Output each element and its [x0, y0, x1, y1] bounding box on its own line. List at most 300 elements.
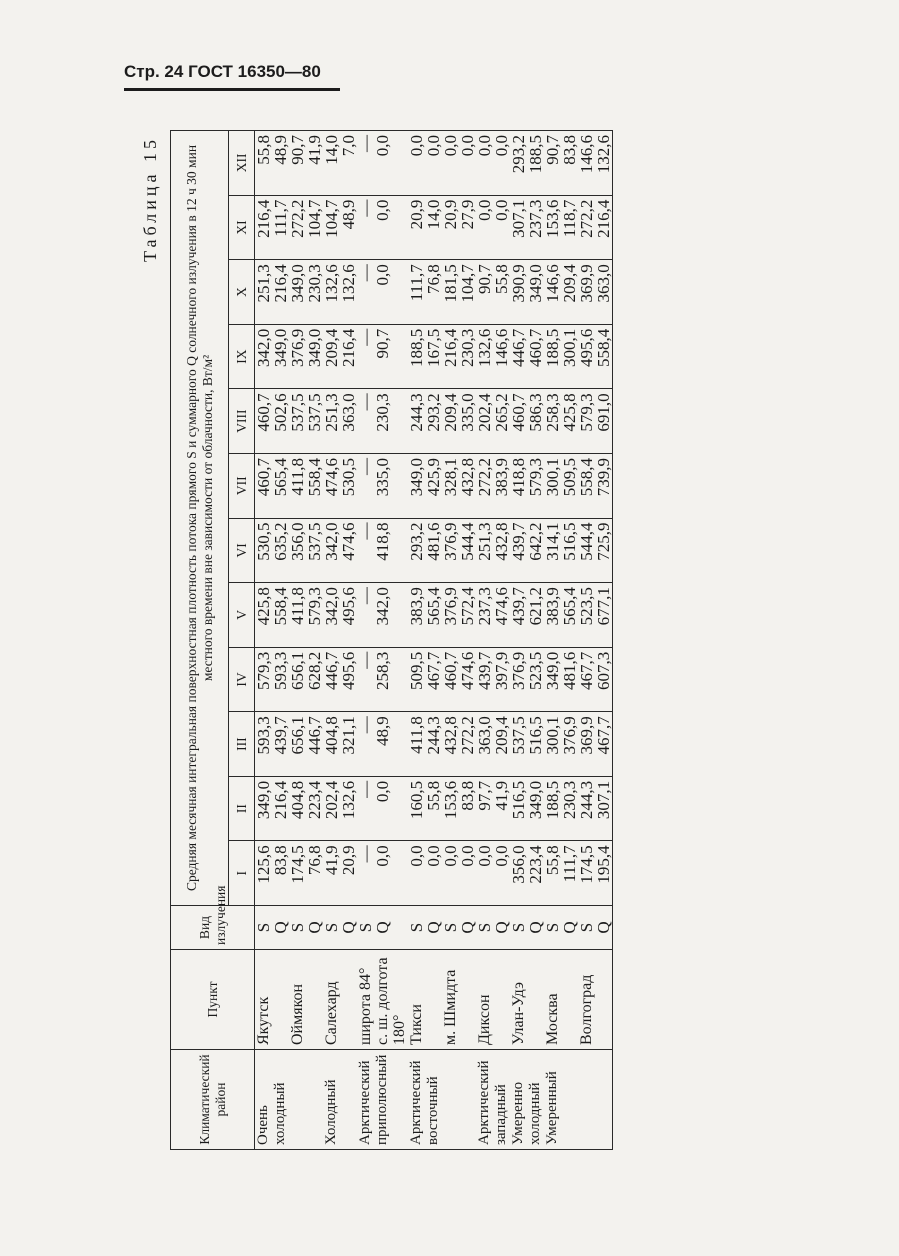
value-cell [289, 131, 323, 196]
value-q: 14,0 [424, 199, 443, 230]
value-s: 146,6 [543, 264, 562, 303]
value-cell [476, 260, 510, 325]
value-cell [510, 260, 544, 325]
value-s: 460,7 [441, 651, 460, 690]
value-s: 495,6 [577, 328, 596, 368]
value-cell [442, 776, 476, 841]
value-s: 404,8 [288, 780, 307, 820]
value-cell [255, 453, 290, 518]
value-s: 153,6 [441, 780, 460, 820]
value-cell [442, 583, 476, 648]
value-cell [357, 583, 408, 648]
value-cell [578, 841, 613, 906]
month-header: III [229, 712, 255, 777]
value-s: 293,2 [407, 522, 426, 561]
value-cell [544, 583, 578, 648]
value-cell [476, 647, 510, 712]
value-q: 272,2 [458, 716, 477, 755]
value-q: 474,6 [339, 522, 358, 561]
value-cell [323, 260, 357, 325]
value-cell [255, 583, 290, 648]
value-s: 439,7 [509, 522, 528, 561]
value-q: 209,4 [560, 264, 579, 303]
value-q: 223,4 [526, 845, 545, 884]
value-cell [408, 260, 442, 325]
value-s: 474,6 [322, 457, 341, 497]
value-cell [510, 776, 544, 841]
value-cell [357, 647, 408, 712]
value-s: 544,4 [577, 522, 596, 561]
value-q: 495,6 [339, 651, 358, 690]
value-s: 460,7 [509, 393, 528, 432]
header-rule [124, 88, 340, 91]
value-s: 439,7 [509, 587, 528, 626]
value-q: 167,5 [424, 328, 443, 368]
value-q: 579,3 [526, 457, 545, 497]
value-cell [323, 518, 357, 583]
kind-cell [510, 906, 544, 950]
value-cell [323, 583, 357, 648]
value-q: 537,5 [305, 393, 324, 432]
value-q: 349,0 [526, 780, 545, 820]
value-cell [476, 776, 510, 841]
value-cell [476, 131, 510, 196]
value-s: 251,3 [322, 393, 341, 432]
value-cell [357, 712, 408, 777]
value-q: 265,2 [492, 393, 511, 432]
value-q: 363,0 [339, 393, 358, 432]
value-s: 209,4 [441, 393, 460, 432]
value-q: 111,7 [271, 199, 290, 237]
table-row [510, 131, 544, 1150]
value-s: 251,3 [254, 264, 273, 303]
value-cell [408, 453, 442, 518]
value-q: 544,4 [458, 522, 477, 561]
value-cell [578, 518, 613, 583]
value-cell [510, 131, 544, 196]
kind-cell [323, 906, 357, 950]
value-s: 411,8 [288, 587, 307, 625]
value-q: 258,3 [373, 651, 392, 690]
value-s: 446,7 [322, 651, 341, 690]
value-cell [357, 131, 408, 196]
kind-label: S [288, 922, 307, 933]
value-q: 83,8 [271, 845, 290, 876]
value-cell [289, 260, 323, 325]
kind-cell [578, 906, 613, 950]
value-cell [578, 324, 613, 389]
value-s: 41,9 [322, 845, 341, 876]
value-s: — [356, 522, 375, 540]
value-q: 0,0 [373, 845, 392, 867]
region-cell: Арктический восточный [408, 1050, 442, 1150]
kind-cell [289, 906, 323, 950]
table-row [289, 131, 323, 1150]
value-cell [357, 841, 408, 906]
table-row [408, 131, 442, 1150]
value-cell [289, 647, 323, 712]
value-cell [510, 583, 544, 648]
value-q: 83,8 [560, 135, 579, 165]
value-q: 216,4 [594, 199, 613, 238]
value-cell [442, 324, 476, 389]
value-s: 342,0 [254, 328, 273, 368]
value-cell [544, 131, 578, 196]
value-cell [357, 453, 408, 518]
value-cell [255, 712, 290, 777]
value-s: 411,8 [288, 457, 307, 496]
value-s: — [356, 780, 375, 798]
value-s: 55,8 [254, 135, 273, 165]
value-q: 565,4 [271, 457, 290, 497]
value-s: 244,3 [407, 393, 426, 432]
value-s: 244,3 [577, 780, 596, 820]
value-s: 293,2 [509, 135, 528, 174]
value-q: 230,3 [560, 780, 579, 820]
value-cell [289, 712, 323, 777]
value-cell [544, 453, 578, 518]
value-cell [544, 518, 578, 583]
value-cell [255, 518, 290, 583]
value-q: 216,4 [339, 328, 358, 368]
value-cell [323, 389, 357, 454]
value-s: 307,1 [509, 199, 528, 238]
kind-label: Q [271, 921, 290, 934]
kind-label: S [254, 922, 273, 933]
month-header: XII [229, 131, 255, 196]
value-q: 579,3 [305, 587, 324, 626]
value-q: 572,4 [458, 587, 477, 626]
value-cell [476, 453, 510, 518]
value-cell [578, 260, 613, 325]
value-s: 90,7 [475, 264, 494, 294]
value-s: 0,0 [475, 199, 494, 221]
kind-label: Q [526, 921, 545, 934]
value-cell [323, 712, 357, 777]
value-q: 586,3 [526, 393, 545, 432]
value-q: 481,6 [560, 651, 579, 690]
kind-label: S [407, 922, 426, 933]
kind-cell [255, 906, 290, 950]
value-q: 0,0 [458, 845, 477, 867]
value-s: 0,0 [407, 135, 426, 157]
col-header-point: Пункт [171, 950, 255, 1050]
value-q: 55,8 [424, 780, 443, 811]
value-s: 446,7 [509, 328, 528, 368]
value-cell [578, 776, 613, 841]
value-s: 153,6 [543, 199, 562, 238]
value-s: — [356, 845, 375, 863]
value-q: 132,6 [594, 135, 613, 174]
value-q: 230,3 [458, 328, 477, 368]
value-s: 656,1 [288, 651, 307, 690]
value-cell [289, 453, 323, 518]
value-s: 509,5 [407, 651, 426, 690]
value-s: 90,7 [288, 135, 307, 165]
value-s: 349,0 [543, 651, 562, 690]
region-cell: Умеренный [544, 1050, 578, 1150]
region-cell: Арктический приполюсный [357, 1050, 408, 1150]
value-cell [476, 841, 510, 906]
point-cell: Салехард [323, 950, 357, 1050]
value-q: 481,6 [424, 522, 443, 561]
value-s: 537,5 [509, 716, 528, 755]
value-cell [357, 776, 408, 841]
value-s: 404,8 [322, 716, 341, 755]
value-s: 209,4 [322, 328, 341, 368]
value-q: 146,6 [492, 328, 511, 368]
value-q: 0,0 [458, 135, 477, 157]
point-cell: широта 84° с. ш. долгота 180° [357, 950, 408, 1050]
value-cell [255, 841, 290, 906]
value-q: 558,4 [594, 328, 613, 368]
value-s: 216,4 [254, 199, 273, 238]
value-s: 104,7 [322, 199, 341, 238]
value-cell [544, 389, 578, 454]
value-q: 725,9 [594, 522, 613, 561]
value-cell [323, 841, 357, 906]
value-q: 460,7 [526, 328, 545, 368]
value-q: 516,5 [560, 522, 579, 561]
value-cell [408, 389, 442, 454]
value-cell [289, 776, 323, 841]
value-cell [357, 324, 408, 389]
kind-cell [544, 906, 578, 950]
kind-label: Q [594, 921, 613, 934]
value-q: 425,8 [560, 393, 579, 432]
value-cell [476, 518, 510, 583]
table-row [578, 131, 613, 1150]
point-cell: Волгоград [578, 950, 613, 1050]
value-s: 342,0 [322, 587, 341, 626]
region-cell: Очень холодный [255, 1050, 290, 1150]
kind-label: Q [305, 921, 324, 934]
value-q: 300,1 [560, 328, 579, 368]
value-s: 460,7 [254, 457, 273, 497]
kind-cell [357, 906, 408, 950]
value-cell [357, 389, 408, 454]
value-s: — [356, 651, 375, 669]
value-cell [255, 260, 290, 325]
value-q: 76,8 [305, 845, 324, 876]
value-q: 439,7 [271, 716, 290, 755]
value-cell [578, 131, 613, 196]
value-cell [255, 324, 290, 389]
month-header: VIII [229, 389, 255, 454]
value-cell [544, 647, 578, 712]
value-s: 20,9 [407, 199, 426, 230]
table-row [442, 131, 476, 1150]
value-cell [510, 841, 544, 906]
value-s: 90,7 [543, 135, 562, 165]
value-s: 188,5 [543, 328, 562, 368]
value-q: 432,8 [458, 457, 477, 497]
value-s: 328,1 [441, 457, 460, 497]
value-q: 48,9 [373, 716, 392, 747]
point-cell: Улан-Удэ [510, 950, 544, 1050]
value-q: 530,5 [339, 457, 358, 497]
value-cell [255, 195, 290, 260]
value-q: 558,4 [271, 587, 290, 626]
value-q: 397,9 [492, 651, 511, 690]
value-s: 349,0 [407, 457, 426, 497]
kind-label: Q [560, 921, 579, 934]
kind-label: S [475, 922, 494, 933]
value-q: 48,9 [339, 199, 358, 230]
value-q: 467,7 [424, 651, 443, 690]
value-s: 432,8 [441, 716, 460, 755]
value-cell [408, 324, 442, 389]
value-cell [544, 195, 578, 260]
value-q: 244,3 [424, 716, 443, 755]
value-q: 7,0 [339, 135, 358, 157]
value-s: 314,1 [543, 522, 562, 561]
region-cell [289, 1050, 323, 1150]
value-cell [323, 324, 357, 389]
value-q: 739,9 [594, 457, 613, 497]
value-cell [442, 712, 476, 777]
value-q: 565,4 [424, 587, 443, 626]
value-s: — [356, 199, 375, 217]
value-q: 0,0 [373, 135, 392, 157]
value-q: 0,0 [424, 135, 443, 157]
value-s: 55,8 [543, 845, 562, 876]
value-s: 97,7 [475, 780, 494, 811]
kind-cell [476, 906, 510, 950]
value-s: — [356, 135, 375, 152]
value-q: 425,9 [424, 457, 443, 497]
value-cell [442, 453, 476, 518]
data-table [170, 130, 613, 1150]
value-q: 307,1 [594, 780, 613, 820]
value-s: 188,5 [543, 780, 562, 820]
region-cell: Холодный [323, 1050, 357, 1150]
value-s: 125,6 [254, 845, 273, 884]
table-row [255, 131, 290, 1150]
value-s: 132,6 [475, 328, 494, 368]
value-q: 537,5 [305, 522, 324, 561]
value-s: — [356, 716, 375, 734]
value-cell [357, 260, 408, 325]
region-cell [578, 1050, 613, 1150]
month-header: VI [229, 518, 255, 583]
value-cell [408, 776, 442, 841]
value-cell [544, 260, 578, 325]
point-cell: Москва [544, 950, 578, 1050]
value-cell [255, 776, 290, 841]
value-s: — [356, 393, 375, 411]
value-s: 132,6 [322, 264, 341, 303]
value-s: 558,4 [577, 457, 596, 497]
value-s: 251,3 [475, 522, 494, 561]
value-cell [510, 518, 544, 583]
value-q: 20,9 [339, 845, 358, 876]
value-cell [442, 260, 476, 325]
value-s: 376,9 [509, 651, 528, 690]
value-s: 656,1 [288, 716, 307, 755]
value-cell [510, 453, 544, 518]
value-cell [442, 518, 476, 583]
value-cell [510, 712, 544, 777]
value-q: 558,4 [305, 457, 324, 497]
value-cell [442, 841, 476, 906]
value-s: 14,0 [322, 135, 341, 165]
value-s: — [356, 328, 375, 346]
value-s: 593,3 [254, 716, 273, 755]
month-header: IV [229, 647, 255, 712]
value-cell [578, 389, 613, 454]
page-header: Стр. 24 ГОСТ 16350—80 [124, 62, 321, 81]
month-header: V [229, 583, 255, 648]
kind-label: S [509, 922, 528, 933]
value-cell [476, 195, 510, 260]
point-cell: Якутск [255, 950, 290, 1050]
value-q: 349,0 [305, 328, 324, 368]
value-cell [442, 389, 476, 454]
col-header-values-title: Средняя месячная интегральная поверхностная плотность потока прямого S и суммарного Q солнечного излучения в 12 ч 30 мин местного времени вне зависимости от облачности, Вт/м² [171, 131, 229, 906]
value-cell [408, 712, 442, 777]
value-q: 0,0 [373, 199, 392, 221]
point-cell: Тикси [408, 950, 442, 1050]
kind-label: S [441, 922, 460, 933]
value-q: 132,6 [339, 264, 358, 303]
value-q: 593,3 [271, 651, 290, 690]
value-cell [476, 712, 510, 777]
value-q: 495,6 [339, 587, 358, 626]
point-cell: Диксон [476, 950, 510, 1050]
value-cell [510, 389, 544, 454]
value-cell [357, 518, 408, 583]
value-q: 41,9 [305, 135, 324, 165]
value-q: 118,7 [560, 199, 579, 238]
value-s: 0,0 [441, 135, 460, 157]
kind-label: S [322, 922, 341, 933]
region-cell: Умеренно холодный [510, 1050, 544, 1150]
value-q: 90,7 [373, 328, 392, 359]
value-s: 411,8 [407, 716, 426, 754]
value-cell [476, 324, 510, 389]
value-s: 342,0 [322, 522, 341, 561]
value-s: 579,3 [254, 651, 273, 690]
value-s: 439,7 [475, 651, 494, 690]
table-caption: Таблица 15 [140, 136, 160, 262]
value-s: 111,7 [407, 264, 426, 302]
value-q: 104,7 [458, 264, 477, 303]
value-q: 474,6 [492, 587, 511, 626]
kind-cell [408, 906, 442, 950]
value-q: 0,0 [492, 199, 511, 221]
value-cell [442, 195, 476, 260]
value-q: 55,8 [492, 264, 511, 294]
value-s: 20,9 [441, 199, 460, 230]
value-s: 0,0 [475, 135, 494, 157]
value-q: 0,0 [373, 780, 392, 803]
value-s: 579,3 [577, 393, 596, 432]
value-q: 523,5 [526, 651, 545, 690]
value-q: 502,6 [271, 393, 290, 432]
value-s: 0,0 [441, 845, 460, 867]
value-s: 202,4 [475, 393, 494, 432]
table-row [544, 131, 578, 1150]
value-cell [408, 131, 442, 196]
value-q: 446,7 [305, 716, 324, 755]
value-s: — [356, 457, 375, 475]
kind-label: S [577, 922, 596, 933]
value-cell [510, 324, 544, 389]
value-q: 642,2 [526, 522, 545, 561]
value-q: 335,0 [458, 393, 477, 432]
value-q: 230,3 [373, 393, 392, 432]
